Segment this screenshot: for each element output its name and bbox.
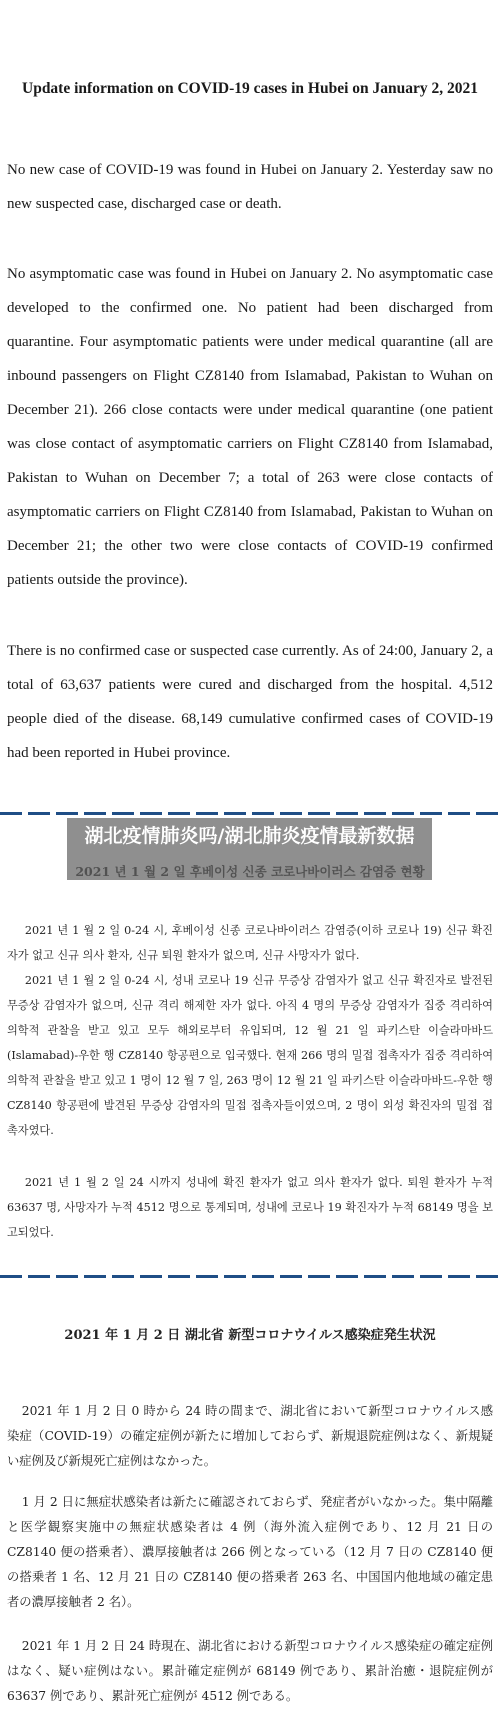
headline-banner: 湖北疫情肺炎吗/湖北肺炎疫情最新数据 xyxy=(67,818,432,880)
korean-paragraph-3: 2021 년 1 월 2 일 24 시까지 성내에 확진 환자가 없고 의사 환자가 없다. 퇴원 환자가 누적 63637 명, 사망자가 누적 4512 명으로 통계되며, 성내에 코로나 19 확진자가 누적 68149 명을 보고되었다. xyxy=(7,1176,493,1239)
english-paragraph-3: There is no confirmed case or suspected case currently. As of 24:00, January 2, a total of 63,637 patients were cured and discharged from the hospital. 4,512 people died of the disease. 68,149 cumulative confirmed cases of COVID-19 had been reported in Hubei province. xyxy=(7,643,493,761)
korean-paragraph-2: 2021 년 1 월 2 일 0-24 시, 성내 코로나 19 신규 무증상 감염자가 없고 신규 확진자로 발전된 무증상 감염자가 없으며, 신규 격리 해제한 자가 없다. 아직 4 명의 무증상 감염자가 집중 격리하여 의학적 관찰을 받고 있고 모두 해외로부터 유입되며, 12 월 21 일 파키스탄 이슬라마바드(Islamabad)-우한 행 CZ8140 항공편으로 입국했다. 현재 266 명의 밀접 접촉자가 집중 격리하여 의학적 관찰을 받고 있고 1 명이 12 월 7 일, 263 명이 12 월 21 일 파키스탄 이슬라마바드-우한 행 CZ8140 항공편에 발견된 무증상 감염자의 밀접 접촉자들이였으며, 2 명이 외성 확진자의 밀접 접촉자였다. xyxy=(7,974,493,1137)
english-paragraph-2: No asymptomatic case was found in Hubei on January 2. No asymptomatic case developed to the confirmed one. No patient had been discharged from quarantine. Four asymptomatic patients were under medical quarantine (all are inbound passengers on Flight CZ8140 from Islamabad, Pakistan to Wuhan on December 21). 266 close contacts were under medical quarantine (one patient was close contact of asymptomatic carriers on Flight CZ8140 from Islamabad, Pakistan to Wuhan on December 7; a total of 263 were close contacts of asymptomatic carriers on Flight CZ8140 from Islamabad, Pakistan to Wuhan on December 21; the other two were close contacts of COVID-19 confirmed patients outside the province). xyxy=(7,266,493,588)
section-divider-2 xyxy=(0,1275,500,1278)
english-paragraph-1: No new case of COVID-19 was found in Hubei on January 2. Yesterday saw no new suspected case, discharged case or death. xyxy=(7,162,493,212)
japanese-paragraph-2: 1 月 2 日に無症状感染者は新たに確認されておらず、発症者がいなかった。集中隔離と医学観察実施中の無症状感染者は 4 例（海外流入症例であり、12 月 21 日の CZ8140 便の搭乗者）、濃厚接触者は 266 例となっている（12 月 7 日の CZ8140 便の搭乗者 1 名、12 月 21 日の CZ8140 便の搭乗者 263 名、中国国内他地域の確定患者の濃厚接触者 2 名）。 xyxy=(7,1495,493,1609)
english-title: Update information on COVID-19 cases in Hubei on January 2, 2021 xyxy=(22,80,478,97)
section-divider-1 xyxy=(0,812,500,815)
korean-paragraph-1: 2021 년 1 월 2 일 0-24 시, 후베이성 신종 코로나바이러스 감염증(이하 코로나 19) 신규 확진자가 없고 신규 의사 환자, 신규 퇴원 환자가 없으며, 신규 사망자가 없다. xyxy=(7,924,493,962)
japanese-title: 2021 年 1 月 2 日 湖北省 新型コロナウイルス感染症発生状況 xyxy=(64,1328,436,1343)
japanese-paragraph-1: 2021 年 1 月 2 日 0 時から 24 時の間まで、湖北省において新型コロナウイルス感染症（COVID-19）の確定症例が新たに増加しておらず、新規退院症例はなく、新規疑い症例及び新規死亡症例はなかった。 xyxy=(7,1404,493,1468)
japanese-paragraph-3: 2021 年 1 月 2 日 24 時現在、湖北省における新型コロナウイルス感染症の確定症例はなく、疑い症例はない。累計確定症例が 68149 例であり、累計治癒・退院症例が 63637 例であり、累計死亡症例が 4512 例である。 xyxy=(7,1639,493,1703)
